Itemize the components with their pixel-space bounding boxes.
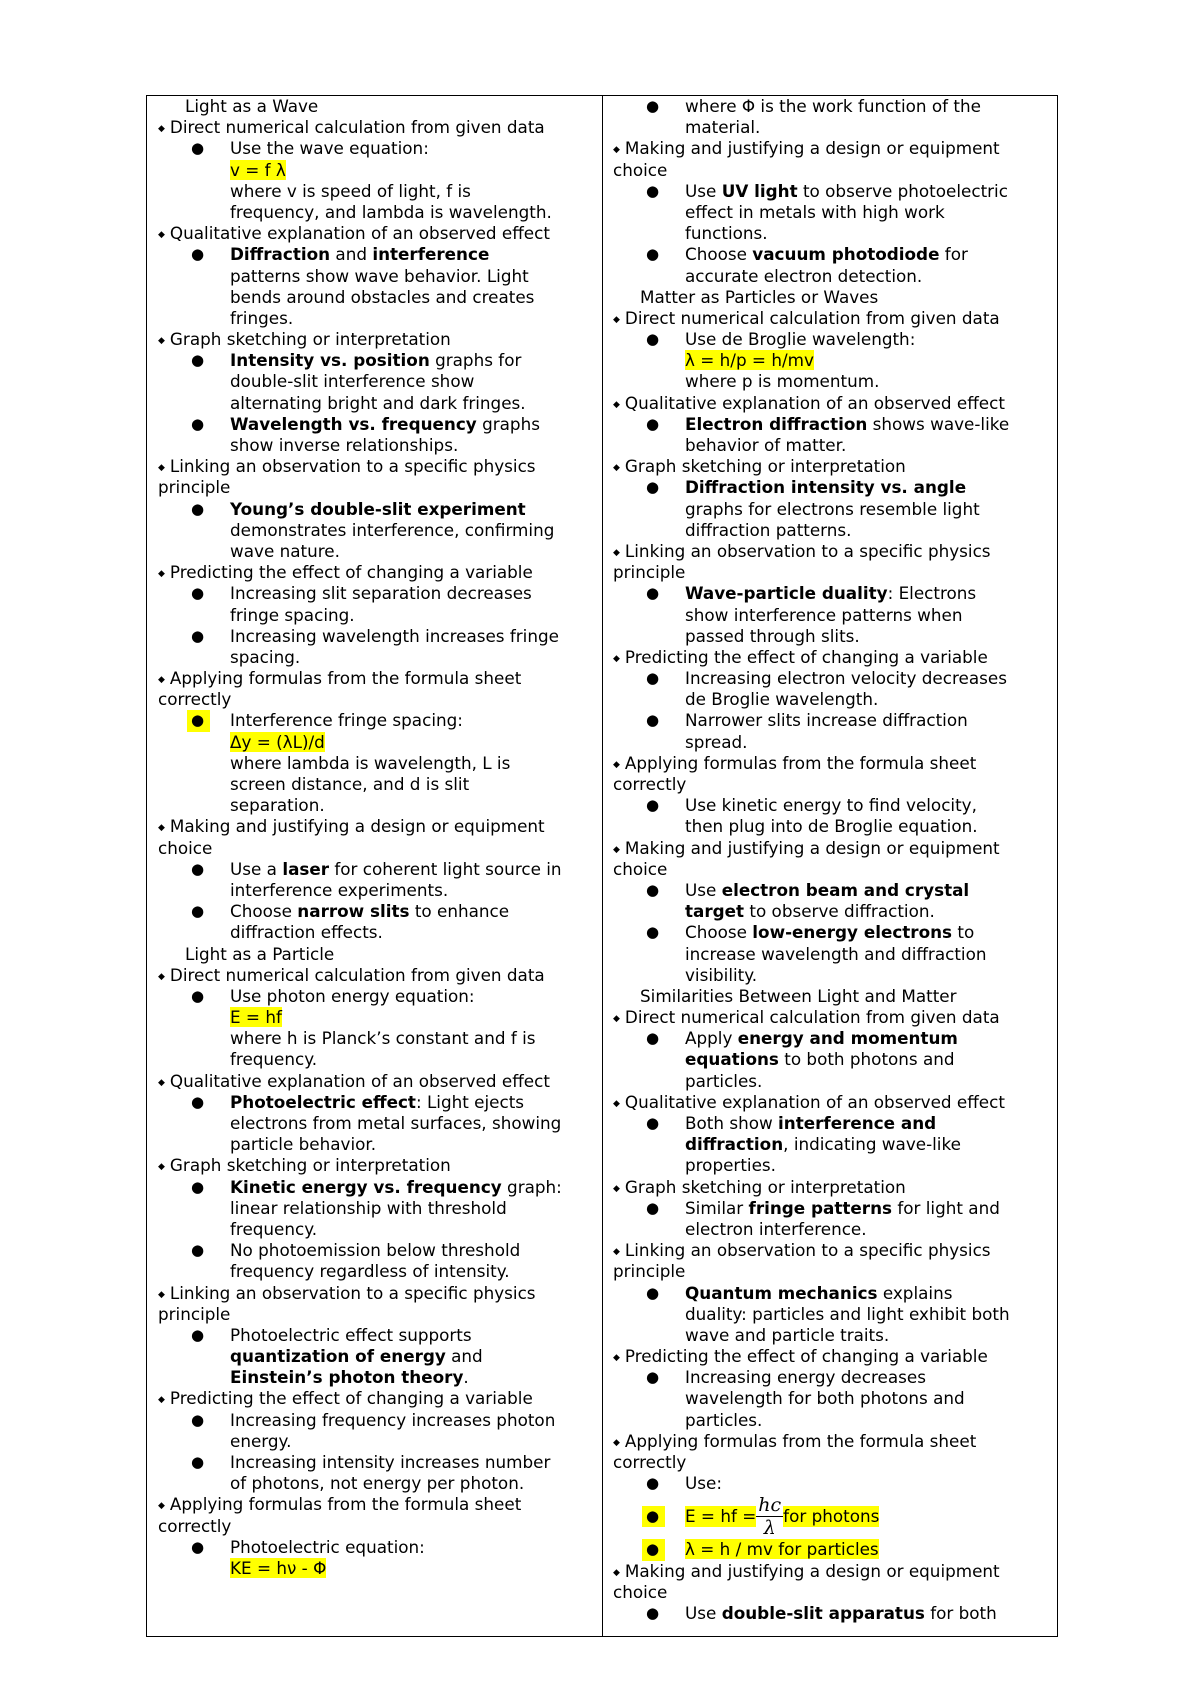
formula: KE = hν - Φ — [230, 1557, 327, 1578]
bullet-item: ● Use the wave equation: — [158, 138, 598, 159]
category-continuation: choice — [613, 1581, 668, 1602]
category-continuation: principle — [613, 562, 686, 583]
bullet-text: particles. — [685, 1070, 763, 1091]
bullet-item: ● Increasing energy decreases — [613, 1367, 1053, 1388]
bullet-text: separation. — [230, 795, 325, 816]
bullet-text: accurate electron detection. — [685, 265, 923, 286]
bullet-text: frequency, and lambda is wavelength. — [230, 201, 552, 222]
bullet-text: diffraction, indicating wave-like — [685, 1134, 961, 1155]
right-column — [613, 96, 1053, 1624]
category-continuation: principle — [158, 1303, 231, 1324]
bullet-text: fringe spacing. — [230, 604, 355, 625]
section-heading: Matter as Particles or Waves — [640, 286, 879, 307]
category-item: ◆ Qualitative explanation of an observed effect — [158, 223, 598, 244]
bullet-text: particle behavior. — [230, 1134, 377, 1155]
bullet-text: diffraction patterns. — [685, 519, 852, 540]
bullet-item: ● Photoelectric effect: Light ejects — [158, 1092, 598, 1113]
bullet-text: electrons from metal surfaces, showing — [230, 1113, 562, 1133]
category-item: ◆ Predicting the effect of changing a variable — [158, 1388, 598, 1409]
bullet-item: ● Wave-particle duality: Electrons — [613, 583, 1053, 604]
bullet-text: wavelength for both photons and — [685, 1388, 965, 1409]
bullet-item: ● where Φ is the work function of the — [613, 96, 1053, 117]
category-continuation: choice — [158, 837, 213, 858]
bullet-item: ● Choose narrow slits to enhance — [158, 901, 598, 922]
bullet-item: ● Wavelength vs. frequency graphs — [158, 414, 598, 435]
category-item: ◆ Graph sketching or interpretation — [613, 456, 1053, 477]
column-divider — [602, 96, 603, 1636]
category-continuation: correctly — [613, 774, 687, 794]
bullet-text: bends around obstacles and creates — [230, 286, 535, 307]
bullet-text: functions. — [685, 223, 768, 244]
bullet-text: quantization of energy and — [230, 1346, 483, 1367]
category-item: ◆ Direct numerical calculation from given data — [613, 308, 1053, 329]
bullet-item: ● Intensity vs. position graphs for — [158, 350, 598, 371]
category-item: ◆ Qualitative explanation of an observed effect — [613, 393, 1053, 414]
bullet-item: ● No photoemission below threshold — [158, 1240, 598, 1261]
bullet-text: where v is speed of light, f is — [230, 180, 471, 201]
bullet-item: ● Kinetic energy vs. frequency graph: — [158, 1177, 598, 1198]
bullet-item: ● Apply energy and momentum — [613, 1028, 1053, 1049]
category-item: ◆ Direct numerical calculation from given data — [158, 117, 598, 138]
category-item: ◆ Graph sketching or interpretation — [613, 1177, 1053, 1198]
bullet-item: ● Both show interference and — [613, 1113, 1053, 1134]
category-item: ◆ Linking an observation to a specific physics — [613, 1240, 1053, 1261]
bullet-text: properties. — [685, 1155, 776, 1176]
category-item: ◆ Qualitative explanation of an observed effect — [158, 1071, 598, 1092]
bullet-text: spacing. — [230, 646, 301, 667]
bullet-text: where lambda is wavelength, L is — [230, 752, 511, 773]
category-item: ◆ Making and justifying a design or equipment — [613, 838, 1053, 859]
bullet-item: ● Young’s double-slit experiment — [158, 499, 598, 520]
bullet-item: ● Choose vacuum photodiode for — [613, 244, 1053, 265]
formula: v = f λ — [230, 159, 286, 180]
bullet-text: behavior of matter. — [685, 435, 847, 455]
category-continuation: choice — [613, 858, 668, 879]
bullet-text: where p is momentum. — [685, 371, 880, 392]
formula-particles: ● λ = h / mv for particles — [613, 1539, 1053, 1560]
bullet-text: frequency. — [230, 1218, 318, 1239]
bullet-item: ● Choose low-energy electrons to — [613, 922, 1053, 943]
bullet-item: ● Increasing wavelength increases fringe — [158, 626, 598, 647]
bullet-text: double-slit interference show — [230, 371, 475, 392]
bullet-text: electron interference. — [685, 1218, 867, 1239]
category-item: ◆ Linking an observation to a specific physics — [613, 541, 1053, 562]
bullet-text: where h is Planck’s constant and f is — [230, 1028, 536, 1049]
bullet-text: passed through slits. — [685, 625, 860, 646]
bullet-text: show inverse relationships. — [230, 435, 459, 455]
bullet-text: linear relationship with threshold — [230, 1197, 507, 1218]
category-item: ◆ Applying formulas from the formula sheet — [158, 668, 598, 689]
category-item: ◆ Predicting the effect of changing a variable — [613, 1346, 1053, 1367]
bullet-item: ● Use photon energy equation: — [158, 986, 598, 1007]
formula: E = hf — [230, 1007, 282, 1028]
bullet-text: fringes. — [230, 307, 294, 328]
bullet-item: ● Use a laser for coherent light source in — [158, 859, 598, 880]
bullet-text: increase wavelength and diffraction — [685, 943, 987, 964]
bullet-text: duality: particles and light exhibit both — [685, 1303, 1010, 1324]
section-heading: Similarities Between Light and Matter — [640, 985, 957, 1006]
bullet-item: ● Similar fringe patterns for light and — [613, 1198, 1053, 1219]
bullet-text: Einstein’s photon theory. — [230, 1367, 469, 1388]
bullet-text: demonstrates interference, confirming — [230, 519, 555, 540]
bullet-item: ● Increasing slit separation decreases — [158, 583, 598, 604]
bullet-item: ● Interference fringe spacing: — [158, 710, 598, 731]
bullet-text: interference experiments. — [230, 879, 449, 900]
bullet-text: patterns show wave behavior. Light — [230, 265, 529, 286]
category-continuation: principle — [613, 1261, 686, 1282]
category-item: ◆ Linking an observation to a specific physics — [158, 456, 598, 477]
category-item: ◆ Qualitative explanation of an observed effect — [613, 1092, 1053, 1113]
section-heading: Light as a Wave — [185, 96, 319, 116]
bullet-text: frequency. — [230, 1049, 318, 1070]
bullet-text: graphs for electrons resemble light — [685, 498, 980, 519]
bullet-text: show interference patterns when — [685, 604, 963, 625]
formula: λ = h/p = h/mv — [685, 350, 814, 371]
section-heading: Light as a Particle — [185, 943, 335, 964]
category-item: ◆ Making and justifying a design or equipment — [613, 138, 1053, 159]
left-column — [158, 96, 598, 1579]
category-item: ◆ Applying formulas from the formula sheet — [613, 1431, 1053, 1452]
bullet-text: wave and particle traits. — [685, 1324, 890, 1345]
category-item: ◆ Applying formulas from the formula sheet — [613, 753, 1053, 774]
category-item: ◆ Making and justifying a design or equipment — [158, 816, 598, 837]
bullet-text: energy. — [230, 1430, 292, 1451]
category-item: ◆ Graph sketching or interpretation — [158, 1155, 598, 1176]
bullet-text: de Broglie wavelength. — [685, 689, 879, 710]
bullet-text: frequency regardless of intensity. — [230, 1261, 510, 1282]
bullet-item: ● Narrower slits increase diffraction — [613, 710, 1053, 731]
bullet-item: ● Diffraction and interference — [158, 244, 598, 265]
category-continuation: principle — [158, 477, 231, 498]
bullet-item: ● Photoelectric equation: — [158, 1537, 598, 1558]
bullet-item: ● Increasing frequency increases photon — [158, 1410, 598, 1431]
formula: Δy = (λL)/d — [230, 731, 325, 752]
category-item: ◆ Making and justifying a design or equipment — [613, 1561, 1053, 1582]
category-item: ◆ Direct numerical calculation from given data — [613, 1007, 1053, 1028]
category-continuation: correctly — [613, 1452, 687, 1472]
bullet-item: ● Use electron beam and crystal — [613, 880, 1053, 901]
category-item: ◆ Linking an observation to a specific physics — [158, 1283, 598, 1304]
category-item: ◆ Direct numerical calculation from given data — [158, 965, 598, 986]
bullet-text: then plug into de Broglie equation. — [685, 816, 978, 837]
bullet-item: ● Electron diffraction shows wave-like — [613, 414, 1053, 435]
bullet-item: ● Quantum mechanics explains — [613, 1283, 1053, 1304]
category-item: ◆ Predicting the effect of changing a variable — [613, 647, 1053, 668]
bullet-item: ● Use kinetic energy to find velocity, — [613, 795, 1053, 816]
fraction: $\frac{hc}{\lambda}$ — [758, 1494, 782, 1540]
bullet-text: diffraction effects. — [230, 922, 383, 943]
bullet-text: of photons, not energy per photon. — [230, 1473, 525, 1494]
bullet-item: ● Increasing electron velocity decreases — [613, 668, 1053, 689]
bullet-text: effect in metals with high work — [685, 201, 945, 222]
bullet-text: screen distance, and d is slit — [230, 774, 470, 794]
bullet-text: alternating bright and dark fringes. — [230, 392, 526, 413]
notes-table — [146, 95, 1058, 1637]
bullet-text: visibility. — [685, 964, 758, 985]
bullet-item: ● Use de Broglie wavelength: — [613, 329, 1053, 350]
category-item: ◆ Graph sketching or interpretation — [158, 329, 598, 350]
bullet-item: ● Diffraction intensity vs. angle — [613, 477, 1053, 498]
bullet-text: target to observe diffraction. — [685, 901, 935, 922]
category-continuation: correctly — [158, 689, 232, 710]
bullet-item: ● Increasing intensity increases number — [158, 1452, 598, 1473]
bullet-text: spread. — [685, 731, 748, 752]
bullet-text: particles. — [685, 1409, 763, 1430]
bullet-text: equations to both photons and — [685, 1049, 955, 1070]
category-continuation: correctly — [158, 1515, 232, 1536]
formula-photons: ● E = hf = $\frac{hc}{\lambda}$ for photons — [613, 1494, 1053, 1539]
bullet-text: material. — [685, 117, 761, 138]
bullet-item: ● Photoelectric effect supports — [158, 1325, 598, 1346]
category-item: ◆ Predicting the effect of changing a variable — [158, 562, 598, 583]
bullet-item: ● Use double-slit apparatus for both — [613, 1603, 1053, 1624]
bullet-text: wave nature. — [230, 540, 340, 561]
bullet-item: ● Use UV light to observe photoelectric — [613, 181, 1053, 202]
bullet-item: ● Use: — [613, 1473, 1053, 1494]
category-item: ◆ Applying formulas from the formula sheet — [158, 1494, 598, 1515]
category-continuation: choice — [613, 159, 668, 180]
